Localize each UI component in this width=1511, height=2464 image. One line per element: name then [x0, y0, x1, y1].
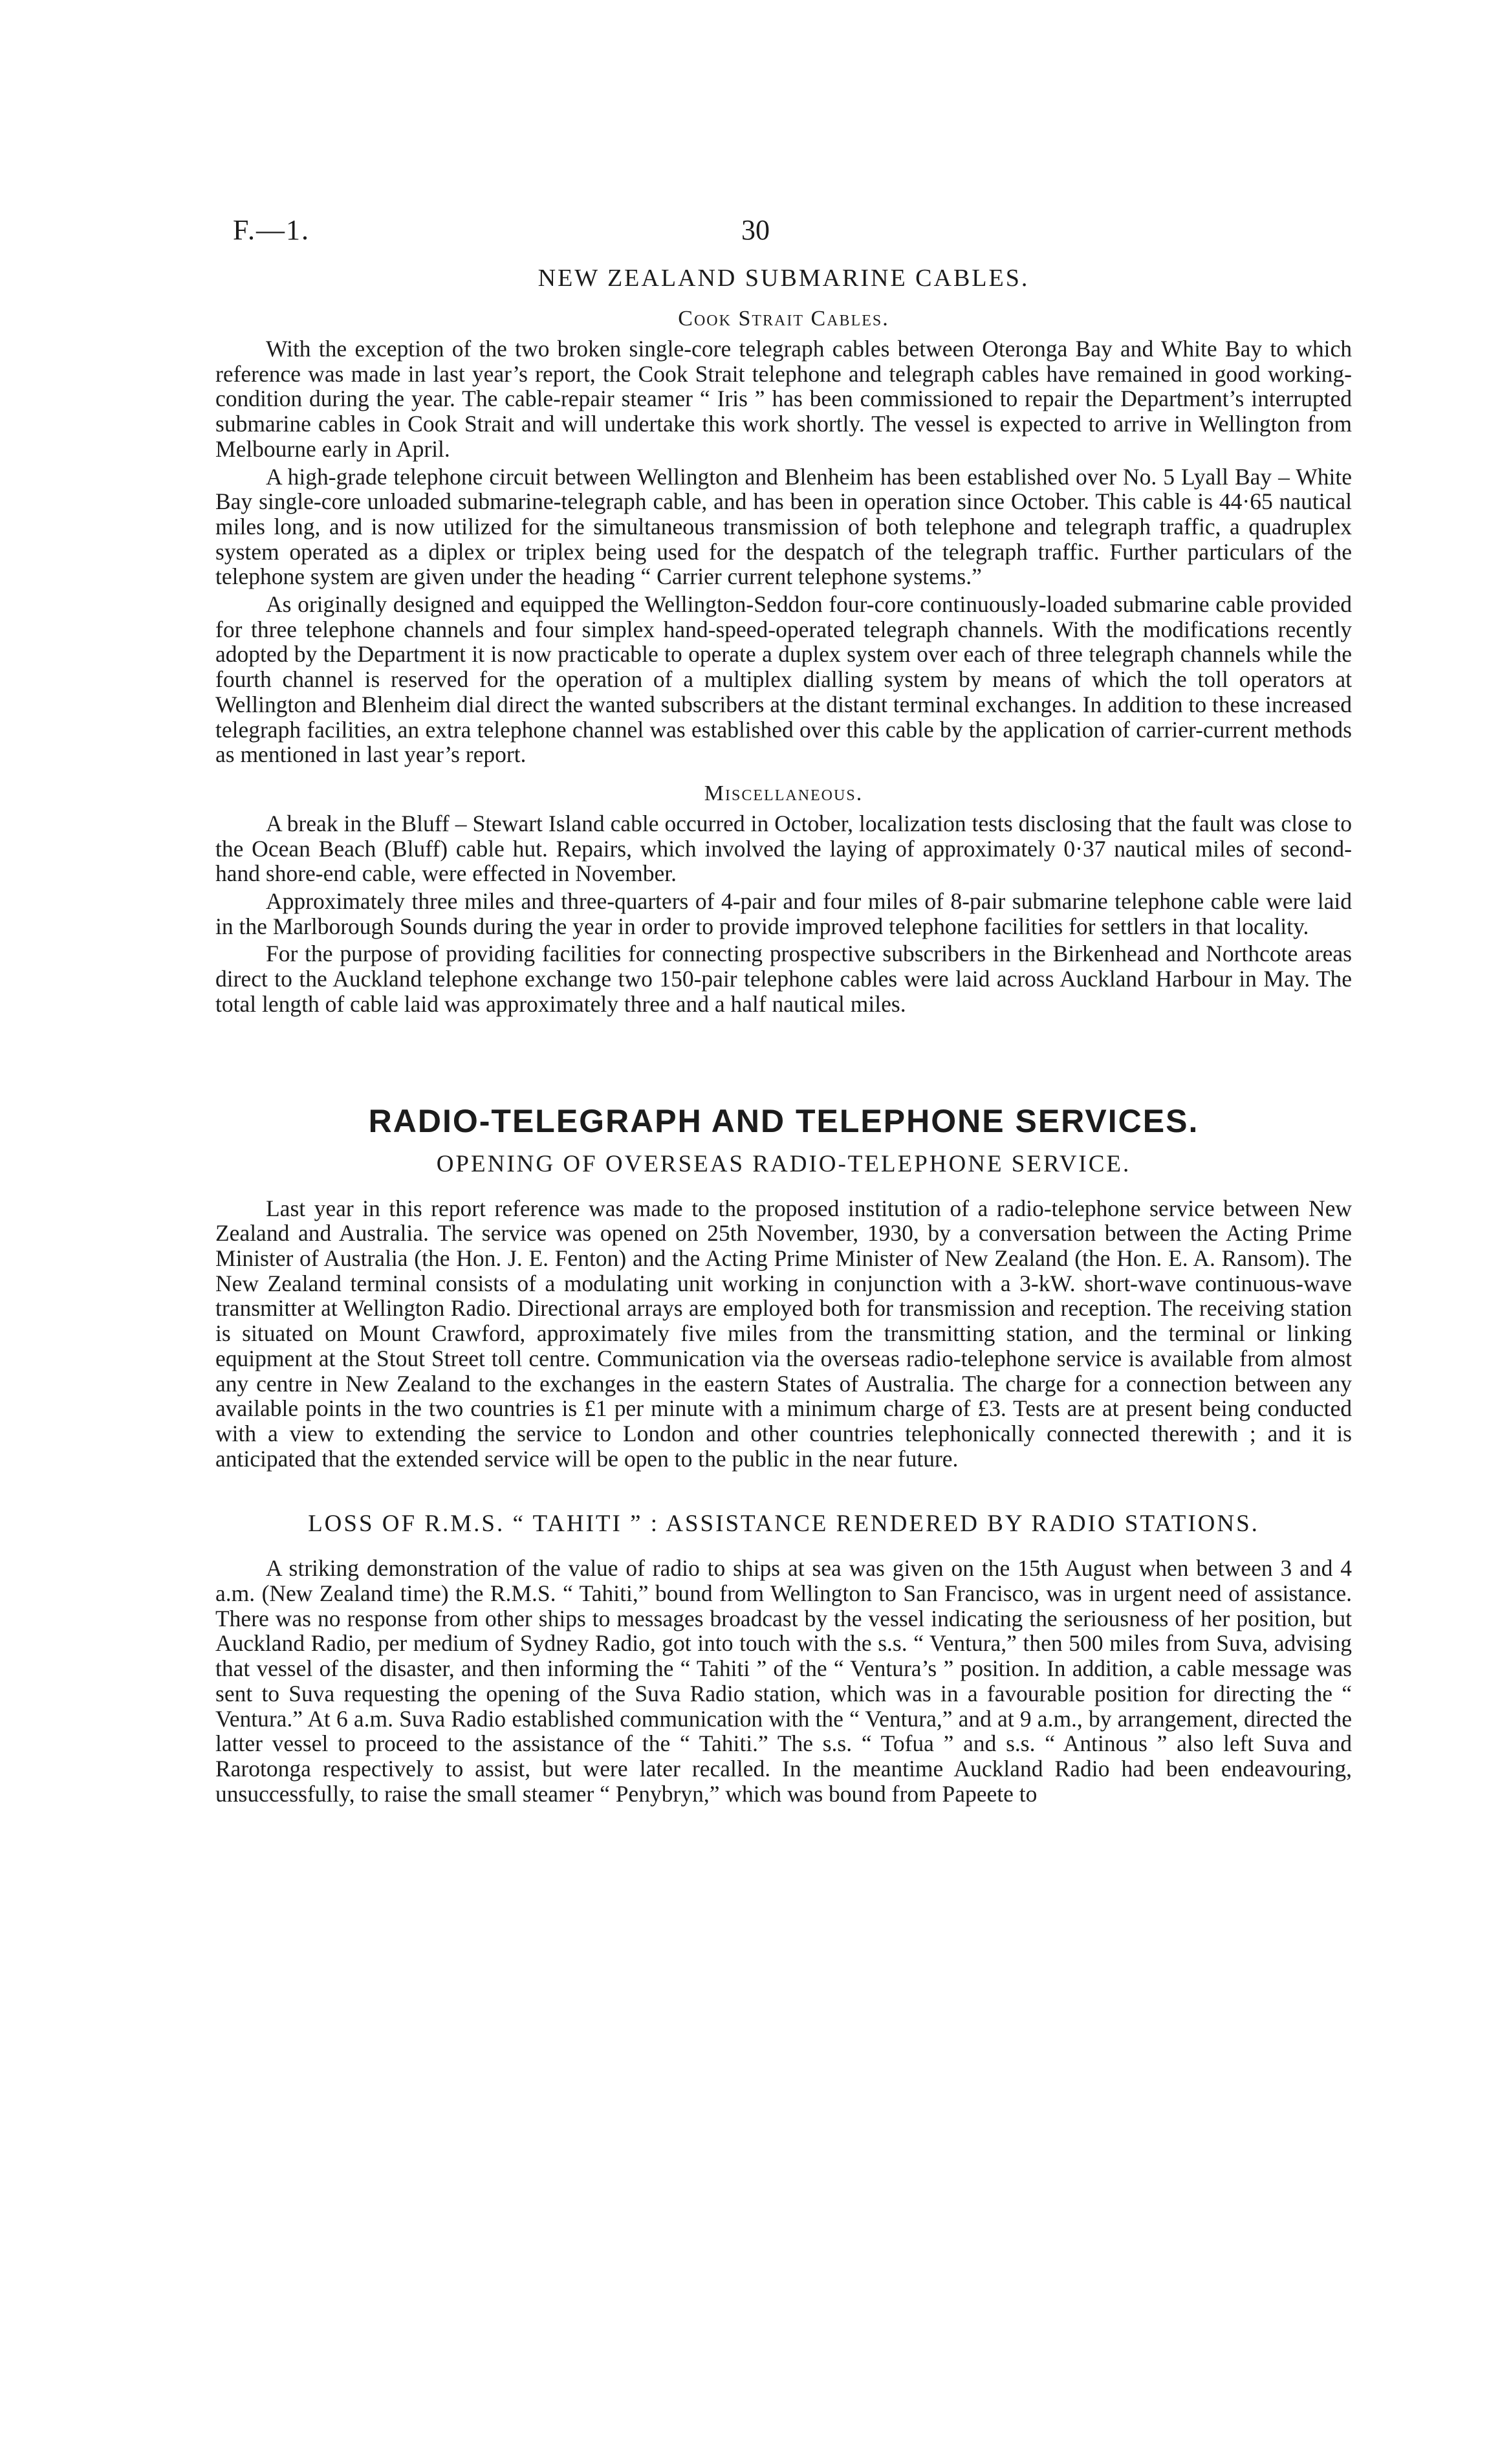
paragraph-misc-2: Approximately three miles and three-quarters of 4-pair and four miles of 8-pair submarine telephone cable were laid in the Marlborough Sounds during the year in order to provide improved telephone facilities for settlers in that locality. — [215, 888, 1352, 939]
subheading-cook-strait-cables: Cook Strait Cables. — [678, 307, 889, 331]
paragraph-cook-strait-2: A high-grade telephone circuit between Wellington and Blenheim has been established over No. 5 Lyall Bay – White Bay single-core unloaded submarine-telegraph cable, and has been in operation since October. This cable is 44·65 nautical miles long, and is now utilized for the simultaneous transmission of both telephone and telegraph traffic, a quadruplex system operated as a diplex or triplex being used for the despatch of the telegraph traffic. Further particulars of the telephone system are given under the heading “ Carrier current telephone systems.” — [215, 463, 1352, 590]
running-header — [0, 213, 1511, 252]
section-title-submarine-cables: NEW ZEALAND SUBMARINE CABLES. — [538, 265, 1030, 292]
section-title-loss-of-tahiti: LOSS OF R.M.S. “ TAHITI ” : ASSISTANCE RENDERED BY RADIO STATIONS. — [308, 1510, 1259, 1538]
section-title-overseas-radio-telephone: OPENING OF OVERSEAS RADIO-TELEPHONE SERVICE. — [436, 1150, 1131, 1177]
paragraph-tahiti-1: A striking demonstration of the value of radio to ships at sea was given on the 15th August when between 3 and 4 a.m. (New Zealand time) the R.M.S. “ Tahiti,” bound from Wellington to San Francisco, was in urgent need of assistance. There was no response from other ships to messages broadcast by the vessel indicating the seriousness of her position, but Auckland Radio, per medium of Sydney Radio, got into touch with the s.s. “ Ventura,” then 500 miles from Suva, advising that vessel of the disaster, and then informing the “ Tahiti ” of the “ Ventura’s ” position. In addition, a cable message was sent to Suva requesting the opening of the Suva Radio station, which was in a favourable position for directing the “ Ventura.” At 6 a.m. Suva Radio established communication with the “ Ventura,” and at 9 a.m., by arrangement, directed the latter vessel to proceed to the assistance of the “ Tahiti.” The s.s. “ Tofua ” and s.s. “ Antinous ” also left Suva and Rarotonga respectively to assist, but were later recalled. In the meantime Auckland Radio had been endeavouring, unsuccessfully, to raise the small steamer “ Penybryn,” which was bound from Papeete to — [215, 1555, 1352, 1807]
section-spacer — [215, 1019, 1352, 1102]
major-title-radio-services: RADIO-TELEGRAPH AND TELEPHONE SERVICES. — [368, 1102, 1199, 1139]
section-spacer — [215, 1474, 1352, 1510]
page-content — [215, 264, 1352, 1809]
paragraph-overseas-radio-1: Last year in this report reference was made to the proposed institution of a radio-telephone service between New Zealand and Australia. The service was opened on 25th November, 1930, by a conversation between the Acting Prime Minister of Australia (the Hon. J. E. Fenton) and the Acting Prime Minister of New Zealand (the Hon. E. A. Ransom). The New Zealand terminal consists of a modulating unit working in conjunction with a 3-kW. short-wave continuous-wave transmitter at Wellington Radio. Directional arrays are employed both for transmission and reception. The receiving station is situated on Mount Crawford, approximately five miles from the transmitting station, and the terminal or linking equipment at the Stout Street toll centre. Communication via the overseas radio-telephone service is available from almost any centre in New Zealand to the exchanges in the eastern States of Australia. The charge for a connection between any available points in the two countries is £1 per minute with a minimum charge of £3. Tests are at present being conducted with a view to extending the service to London and other countries telephonically connected therewith ; and it is anticipated that the extended service will be open to the public in the near future. — [215, 1195, 1352, 1472]
subheading-miscellaneous: Miscellaneous. — [704, 781, 864, 805]
paragraph-misc-1: A break in the Bluff – Stewart Island cable occurred in October, localization tests disclosing that the fault was close to the Ocean Beach (Bluff) cable hut. Repairs, which involved the laying of approximately 0·37 nautical miles of second-hand shore-end cable, were effected in November. — [215, 810, 1352, 887]
paragraph-cook-strait-3: As originally designed and equipped the Wellington-Seddon four-core continuously-loaded submarine cable provided for three telephone channels and four simplex hand-speed-operated telegraph channels. With the modifications recently adopted by the Department it is now practicable to operate a duplex system over each of three telegraph channels while the fourth channel is reserved for the operation of a multiplex dialling system by means of which the toll operators at Wellington and Blenheim dial direct the wanted subscribers at the distant terminal exchanges. In addition to these increased telegraph facilities, an extra telephone channel was established over this cable by the application of carrier-current methods as mentioned in last year’s report. — [215, 591, 1352, 768]
page-number: 30 — [741, 214, 770, 246]
paragraph-cook-strait-1: With the exception of the two broken single-core telegraph cables between Oteronga Bay and White Bay to which reference was made in last year’s report, the Cook Strait telephone and telegraph cables have remained in good working-condition during the year. The cable-repair steamer “ Iris ” has been commissioned to repair the Department’s interrupted submarine cables in Cook Strait and will undertake this work shortly. The vessel is expected to arrive in Wellington from Melbourne early in April. — [215, 336, 1352, 462]
paragraph-misc-3: For the purpose of providing facilities for connecting prospective subscribers in the Birkenhead and Northcote areas direct to the Auckland telephone exchange two 150-pair telephone cables were laid across Auckland Harbour in May. The total length of cable laid was approximately three and a half nautical miles. — [215, 941, 1352, 1017]
document-reference: F.—1. — [233, 214, 310, 246]
